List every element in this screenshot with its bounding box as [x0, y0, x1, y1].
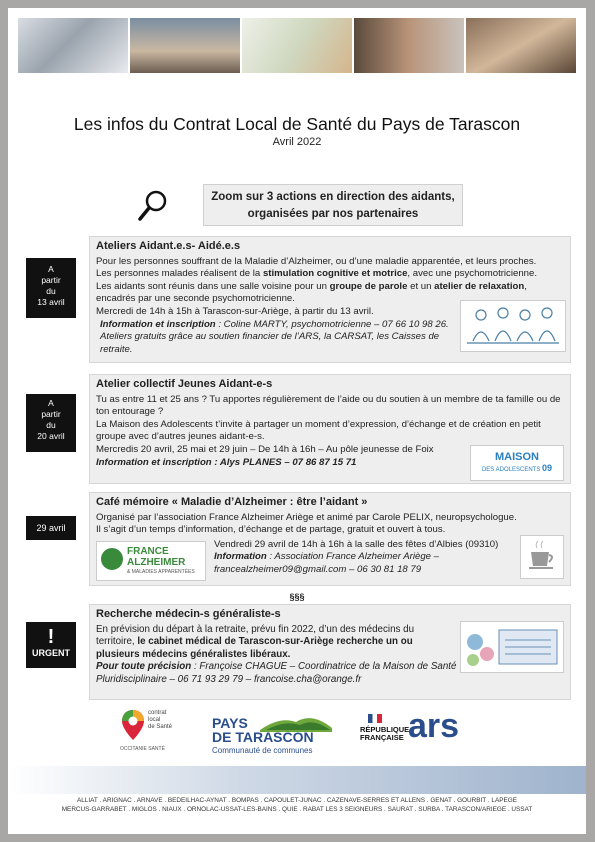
alzheimer-logo-icon [101, 548, 123, 570]
block-info: Information : Association France Alzheimer Ariège – [214, 551, 439, 563]
communes-footer [8, 794, 586, 834]
pays-logo-line2: DE TARASCON [212, 729, 314, 745]
logo-text: MAISON [495, 451, 539, 463]
intro-line-1: Zoom sur 3 actions en direction des aidants, [211, 191, 455, 203]
photo-child-window [242, 18, 352, 73]
flyer-page [8, 8, 586, 834]
date-tag-20-avril [26, 394, 76, 452]
logo-text: FRANCE [127, 546, 169, 557]
tag-line: partir [41, 409, 61, 419]
pays-logo-line1: PAYS [212, 715, 248, 731]
intro-box [203, 184, 463, 226]
blue-wave-band [8, 766, 586, 796]
footer-line: ALLIAT . ARIGNAC . ARNAVE . BEDEILHAC-AYNAT . BOMPAS . CAPOULET-JUNAC . CAZENAVE-SERRES ET ALLENS . GENAT . GOURBIT . LAPEGE [76, 797, 517, 804]
block-info: Information et inscription : Alys PLANES – 07 86 87 15 71 [96, 456, 357, 468]
tag-line: URGENT [32, 648, 70, 658]
block-text: Vendredi 29 avril de 14h à 16h à la salle des fêtes d’Albies (09310) [214, 538, 499, 550]
block-text: La Maison des Adolescents t’invite à partager un moment d’expression, d’échange et de création en petit groupe avec d’autres jeunes aidant-e-s. [96, 418, 541, 443]
map-pin-icon [120, 708, 146, 742]
ars-logo: ars [408, 707, 460, 745]
photo-banner [18, 18, 576, 73]
date-tag-13-avril [26, 258, 76, 318]
block-heading: Recherche médecin-s généraliste-s [96, 608, 281, 620]
block-heading: Ateliers Aidant.e.s- Aidé.e.s [96, 240, 241, 252]
block-info: Pour toute précision : Françoise CHAGUE – Coordinatrice de la Maison de Santé Pluridisciplinaire – 06 71 93 29 79 – francoise.cha@orange.fr [96, 661, 457, 685]
logo-text: & MALADIES APPARENTÉES [127, 569, 195, 575]
tag-line: 13 avril [37, 297, 65, 307]
section-separator: §§§ [289, 592, 305, 602]
block-text: En prévision du départ à la retraite, prévu fin 2022, d’un des médecins du territoire, le cabinet médical de Tarascon-sur-Ariège recherche un ou plusieurs médecins généralistes libéraux. [96, 623, 415, 660]
block-text: Il s’agit d’un temps d’information, d’échange et de partage, gratuit et ouvert à tous. [96, 524, 446, 536]
block-text: Mercredis 20 avril, 25 mai et 29 juin – De 14h à 16h – Au pôle jeunesse de Foix [96, 443, 434, 455]
photo-hands [354, 18, 464, 73]
block-text: Ateliers gratuits grâce au soutien financier de l’ARS, la CARSAT, les Caisses de retraite. [100, 331, 440, 355]
photo-meeting [130, 18, 240, 73]
tag-line: du [46, 286, 56, 296]
french-flag-icon [368, 714, 382, 723]
tag-line: 20 avril [37, 431, 65, 441]
republique-logo-text: RÉPUBLIQUE FRANÇAISE [360, 725, 410, 742]
block-text: Les personnes malades réalisent de la stimulation cognitive et motrice, avec une psychomotricienne. [96, 268, 537, 280]
block-info: francealzheimer09@gmail.com – 06 30 81 18 79 [214, 563, 422, 575]
date-tag-29-avril: 29 avril [26, 516, 76, 540]
block-heading: Atelier collectif Jeunes Aidant-e-s [96, 378, 273, 390]
tag-line: du [46, 420, 56, 430]
block-text: Pour les personnes souffrant de la Maladie d’Alzheimer, ou d’une maladie apparentée, et leurs proches. [96, 255, 537, 267]
logo-text: ALZHEIMER [127, 557, 186, 568]
block-text: Tu as entre 11 et 25 ans ? Tu apportes régulièrement de l’aide ou du soutien à un membre de ta famille ou de ton entourage ? [96, 393, 561, 418]
tag-line: A [48, 398, 54, 408]
pays-logo-sub: Communauté de communes [212, 746, 313, 755]
tag-line: A [48, 264, 54, 274]
photo-keyboard [18, 18, 128, 73]
exclamation-icon: ! [47, 626, 55, 648]
logo-text: DES ADOLESCENTS 09 [481, 463, 553, 473]
footer-line: MERCUS-GARRABET . MIGLOS . NIAUX . ORNOLAC-USSAT-LES-BAINS . QUIE . RABAT LES 3 SEIGNEURS . SAURAT . SURBA . TARASCON/ARIEGE . USSAT [61, 806, 533, 813]
maison-adolescents-logo [470, 445, 564, 481]
cls-logo-sub: OCCITANIE SANTÉ [120, 746, 165, 752]
block-text: Les aidants sont réunis dans une salle voisine pour un groupe de parole et un atelier de relaxation, encadrés par une seconde psychomotricienne. [96, 280, 527, 305]
page-title: Les infos du Contrat Local de Santé du Pays de Tarascon [73, 114, 521, 134]
block-text: Mercredi de 14h à 15h à Tarascon-sur-Ariège, à partir du 13 avril. [96, 305, 374, 317]
page-date: Avril 2022 [272, 136, 322, 148]
urgent-tag [26, 622, 76, 668]
illustration-group-icon [460, 300, 566, 352]
coffee-cup-icon [520, 535, 564, 579]
france-alzheimer-logo [96, 541, 206, 581]
block-heading: Café mémoire « Maladie d’Alzheimer : être l’aidant » [96, 496, 368, 508]
tag-line: partir [41, 275, 61, 285]
block-text: Organisé par l’association France Alzheimer Ariège et animé par Carole PELIX, neuropsychologue. [96, 511, 517, 523]
block-info: Information et inscription : Coline MARTY, psychomotricienne – 07 66 10 98 26. [100, 318, 449, 330]
cls-logo-text: contrat local de Santé [148, 710, 173, 730]
doctors-illustration-icon [460, 621, 564, 673]
photo-cane [466, 18, 576, 73]
magnifier-icon [136, 188, 170, 224]
intro-line-2: organisées par nos partenaires [247, 208, 419, 220]
